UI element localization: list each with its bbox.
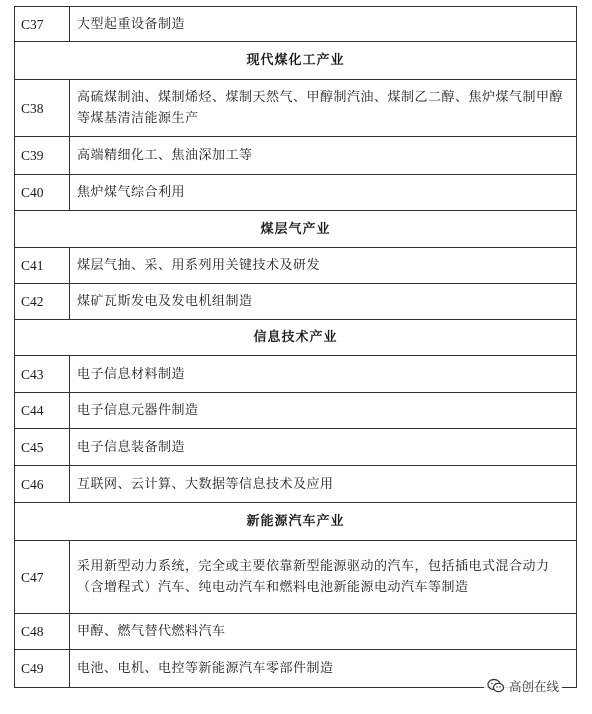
item-description: 高端精细化工、焦油深加工等 — [70, 137, 577, 175]
item-code: C41 — [15, 248, 70, 284]
item-code: C48 — [15, 614, 70, 650]
table-row — [15, 541, 577, 614]
watermark-text: 高创在线 — [509, 679, 560, 694]
section-header-row — [15, 211, 577, 248]
item-code: C49 — [15, 650, 70, 688]
item-code: C43 — [15, 356, 70, 393]
table-row — [15, 137, 577, 175]
table-row — [15, 429, 577, 466]
table-row — [15, 466, 577, 503]
item-description: 煤矿瓦斯发电及发电机组制造 — [70, 284, 577, 320]
section-title: 煤层气产业 — [15, 211, 577, 248]
section-header-row — [15, 42, 577, 80]
item-code: C46 — [15, 466, 70, 503]
wechat-icon — [487, 678, 505, 694]
item-code: C40 — [15, 175, 70, 211]
table-row — [15, 393, 577, 429]
item-description: 焦炉煤气综合利用 — [70, 175, 577, 211]
watermark — [484, 676, 562, 696]
item-description: 煤层气抽、采、用系列用关键技术及研发 — [70, 248, 577, 284]
section-title: 新能源汽车产业 — [15, 503, 577, 541]
item-description: 采用新型动力系统，完全或主要依靠新型能源驱动的汽车，包括插电式混合动力（含增程式）汽车、纯电动汽车和燃料电池新能源电动汽车等制造 — [70, 541, 577, 614]
item-code: C39 — [15, 137, 70, 175]
item-code: C47 — [15, 541, 70, 614]
item-description: 电池、电机、电控等新能源汽车零部件制造 — [70, 650, 577, 688]
item-code: C37 — [15, 7, 70, 42]
item-description: 电子信息元器件制造 — [70, 393, 577, 429]
item-description: 甲醇、燃气替代燃料汽车 — [70, 614, 577, 650]
table-row — [15, 284, 577, 320]
item-description: 互联网、云计算、大数据等信息技术及应用 — [70, 466, 577, 503]
industry-catalog-table — [14, 6, 577, 688]
table-row — [15, 7, 577, 42]
section-header-row — [15, 320, 577, 356]
item-code: C38 — [15, 80, 70, 137]
section-header-row — [15, 503, 577, 541]
item-description: 电子信息装备制造 — [70, 429, 577, 466]
table-row — [15, 80, 577, 137]
item-description: 高硫煤制油、煤制烯烃、煤制天然气、甲醇制汽油、煤制乙二醇、焦炉煤气制甲醇等煤基清洁能源生产 — [70, 80, 577, 137]
table-body — [15, 7, 577, 688]
table-row — [15, 248, 577, 284]
table-row — [15, 356, 577, 393]
item-code: C44 — [15, 393, 70, 429]
item-code: C45 — [15, 429, 70, 466]
item-description: 电子信息材料制造 — [70, 356, 577, 393]
section-title: 信息技术产业 — [15, 320, 577, 356]
item-code: C42 — [15, 284, 70, 320]
table-row — [15, 614, 577, 650]
section-title: 现代煤化工产业 — [15, 42, 577, 80]
table-row — [15, 175, 577, 211]
item-description: 大型起重设备制造 — [70, 7, 577, 42]
